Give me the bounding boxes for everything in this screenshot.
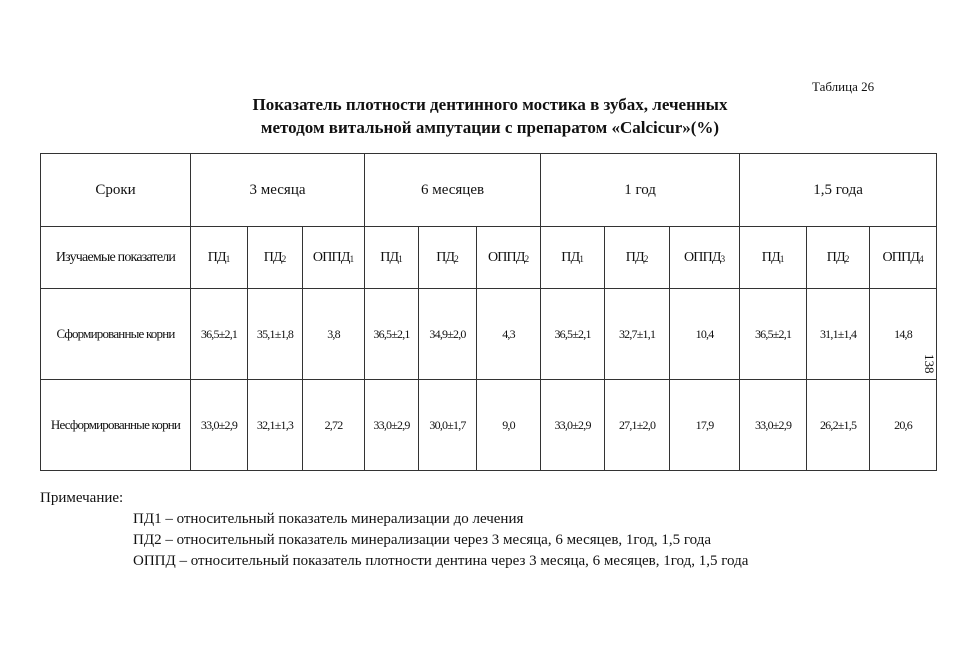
value-cell: 33,0±2,9 xyxy=(191,380,248,471)
indicator-cell: $ПД_2$ xyxy=(248,227,303,289)
period-cell: 1,5 года xyxy=(740,154,937,227)
indicator-cell: $ОППД_1$ xyxy=(303,227,365,289)
value-cell: 33,0±2,9 xyxy=(541,380,605,471)
indicator-cell: $ПД_1$ xyxy=(541,227,605,289)
indicator-cell: $ПД_1$ xyxy=(740,227,807,289)
page-number: 138 xyxy=(922,354,937,374)
indicator-cell: $ПД_2$ xyxy=(807,227,870,289)
period-header-cell: Сроки xyxy=(41,154,191,227)
indicator-cell: $ОППД_4$ xyxy=(870,227,937,289)
value-cell: 35,1±1,8 xyxy=(248,289,303,380)
note-line: ПД1 – относительный показатель минерализации до лечения xyxy=(133,511,524,527)
indicator-cell: $ПД_2$ xyxy=(419,227,477,289)
value-cell: 26,2±1,5 xyxy=(807,380,870,471)
indicator-cell: $ОППД_2$ xyxy=(477,227,541,289)
indicator-header-cell: Изучаемые показатели xyxy=(41,227,191,289)
indicator-cell: $ПД_2$ xyxy=(605,227,670,289)
period-cell: 6 месяцев xyxy=(365,154,541,227)
table-row xyxy=(41,289,937,380)
period-cell: 3 месяца xyxy=(191,154,365,227)
value-cell: 33,0±2,9 xyxy=(365,380,419,471)
value-cell: 32,7±1,1 xyxy=(605,289,670,380)
value-cell: 36,5±2,1 xyxy=(541,289,605,380)
indicator-cell: $ПД_1$ xyxy=(191,227,248,289)
value-cell: 9,0 xyxy=(477,380,541,471)
value-cell: 33,0±2,9 xyxy=(740,380,807,471)
value-cell: 27,1±2,0 xyxy=(605,380,670,471)
value-cell: 10,4 xyxy=(670,289,740,380)
indicator-cell: $ОППД_3$ xyxy=(670,227,740,289)
value-cell: 36,5±2,1 xyxy=(365,289,419,380)
note-line: ПД2 – относительный показатель минерализации через 3 месяца, 6 месяцев, 1год, 1,5 года xyxy=(133,532,712,548)
value-cell: 3,8 xyxy=(303,289,365,380)
period-header-row xyxy=(41,154,937,227)
row-label: Несформированные корни xyxy=(41,380,191,471)
value-cell: 14,8 xyxy=(870,289,937,380)
value-cell: 36,5±2,1 xyxy=(191,289,248,380)
value-cell: 34,9±2,0 xyxy=(419,289,477,380)
results-table xyxy=(40,153,937,471)
indicator-header-row xyxy=(41,227,937,289)
value-cell: 20,6 xyxy=(870,380,937,471)
table-title-line-2: методом витальной ампутации с препаратом «Calcicur»(%) xyxy=(260,118,720,137)
value-cell: 4,3 xyxy=(477,289,541,380)
note-title: Примечание: xyxy=(40,490,124,506)
value-cell: 30,0±1,7 xyxy=(419,380,477,471)
table-title-line-1: Показатель плотности дентинного мостика в зубах, леченных xyxy=(252,95,728,114)
value-cell: 36,5±2,1 xyxy=(740,289,807,380)
value-cell: 31,1±1,4 xyxy=(807,289,870,380)
table-label: Таблица 26 xyxy=(812,79,875,94)
table-row xyxy=(41,380,937,471)
value-cell: 32,1±1,3 xyxy=(248,380,303,471)
indicator-cell: $ПД_1$ xyxy=(365,227,419,289)
value-cell: 17,9 xyxy=(670,380,740,471)
note-line: ОППД – относительный показатель плотности дентина через 3 месяца, 6 месяцев, 1год, 1,5 года xyxy=(133,553,749,569)
period-cell: 1 год xyxy=(541,154,740,227)
row-label: Сформированные корни xyxy=(41,289,191,380)
value-cell: 2,72 xyxy=(303,380,365,471)
